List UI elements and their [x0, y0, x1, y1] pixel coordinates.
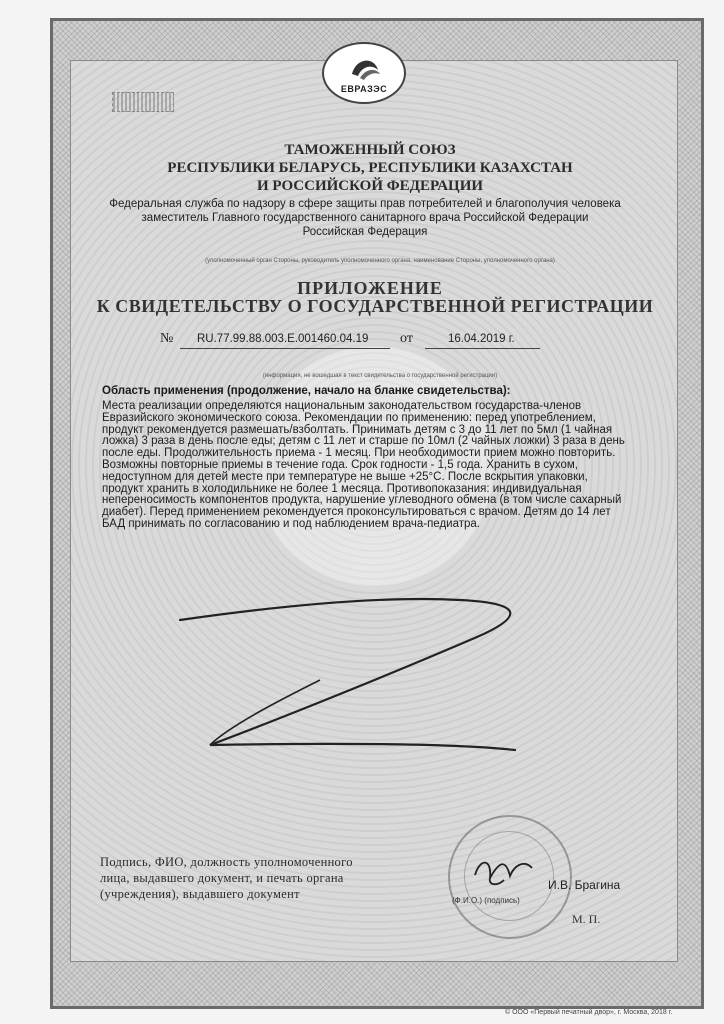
agency-line-1: Федеральная служба по надзору в сфере защиты прав потребителей и благополучия человека	[109, 198, 621, 210]
body-line: диабет). Перед применением рекомендуется проконсультироваться с врачом. Детям до 14 лет	[102, 506, 611, 519]
body-line: ложка) 3 раза в день после еды; детям с 11 лет и старше по 10мл (2 чайных ложки) 3 раза в день	[102, 435, 625, 448]
body-line: после еды. Продолжительность приема - 1 месяц. При необходимости прием можно повторить.	[102, 447, 616, 460]
registration-date: 16.04.2019 г.	[448, 333, 515, 345]
official-signature	[470, 850, 540, 890]
date-underline	[425, 348, 540, 349]
header-line-2: РЕСПУБЛИКИ БЕЛАРУСЬ, РЕСПУБЛИКИ КАЗАХСТАН	[167, 160, 573, 176]
serial-number-box	[112, 92, 174, 112]
body-line: продукт рекомендуется размешать/взболтать. Принимать детям с 3 до 11 лет по 5мл (1 чайная	[102, 423, 613, 436]
body-text	[102, 401, 642, 531]
body-line: Евразийского экономического союза. Рекомендации по применению: перед употреблением,	[102, 411, 596, 424]
body-line: недоступном для детей месте при температуре не выше +25°С. После вскрытия упаковки,	[102, 470, 588, 483]
date-label: от	[400, 331, 413, 346]
signature-caption-line-2: лица, выдавшего документ, и печать органа	[100, 871, 344, 885]
signature-caption-line-1: Подпись, ФИО, должность уполномоченного	[100, 855, 353, 869]
section-title: Область применения (продолжение, начало на бланке свидетельства):	[102, 385, 511, 397]
body-line: Места реализации определяются национальным законодательством государства-членов	[102, 400, 582, 412]
body-line: Возможны повторные приемы в течение года. Срок годности - 1,5 года. Хранить в сухом,	[102, 458, 579, 471]
agency-line-3: Российская Федерация	[302, 226, 428, 238]
signature-hint: (Ф.И.О.) (подпись)	[452, 896, 520, 905]
eurasec-logo	[322, 42, 406, 104]
official-name: И.В. Брагина	[548, 878, 621, 892]
header-line-1: ТАМОЖЕННЫЙ СОЮЗ	[284, 142, 456, 158]
seal-placeholder: М. П.	[572, 912, 601, 926]
z-line-signature	[170, 575, 540, 775]
logo-text: ЕВРАЗЭС	[340, 84, 388, 94]
signature-caption-line-3: (учреждения), выдавшего документ	[100, 887, 300, 901]
document-subtitle: К СВИДЕТЕЛЬСТВУ О ГОСУДАРСТВЕННОЙ РЕГИСТРАЦИИ	[96, 296, 654, 316]
body-line: продукт хранить в холодильнике не более 1 месяца. Противопоказания: индивидуальная	[102, 482, 582, 495]
agency-line-2: заместитель Главного государственного санитарного врача Российской Федерации	[141, 212, 589, 224]
body-line: БАД принимать по согласованию и под наблюдением врача-педиатра.	[102, 517, 480, 530]
info-hint: (информация, не вошедшая в текст свидетельства о государственной регистрации)	[262, 373, 498, 379]
authority-hint: (уполномоченный орган Стороны, руководитель уполномоченного органа, наименование Стороны, уполномоченного органа)	[205, 258, 555, 264]
body-line: непереносимость компонентов продукта, нарушение углеводного обмена (в том числе сахарный	[102, 494, 622, 507]
header-line-3: И РОССИЙСКОЙ ФЕДЕРАЦИИ	[256, 178, 484, 194]
number-underline	[180, 348, 390, 349]
printer-footer: © ООО «Первый печатный двор», г. Москва, 2018 г.	[505, 1009, 673, 1016]
registration-number: RU.77.99.88.003.E.001460.04.19	[197, 333, 369, 345]
number-label: №	[160, 331, 174, 346]
document-title: ПРИЛОЖЕНИЕ	[297, 278, 443, 298]
